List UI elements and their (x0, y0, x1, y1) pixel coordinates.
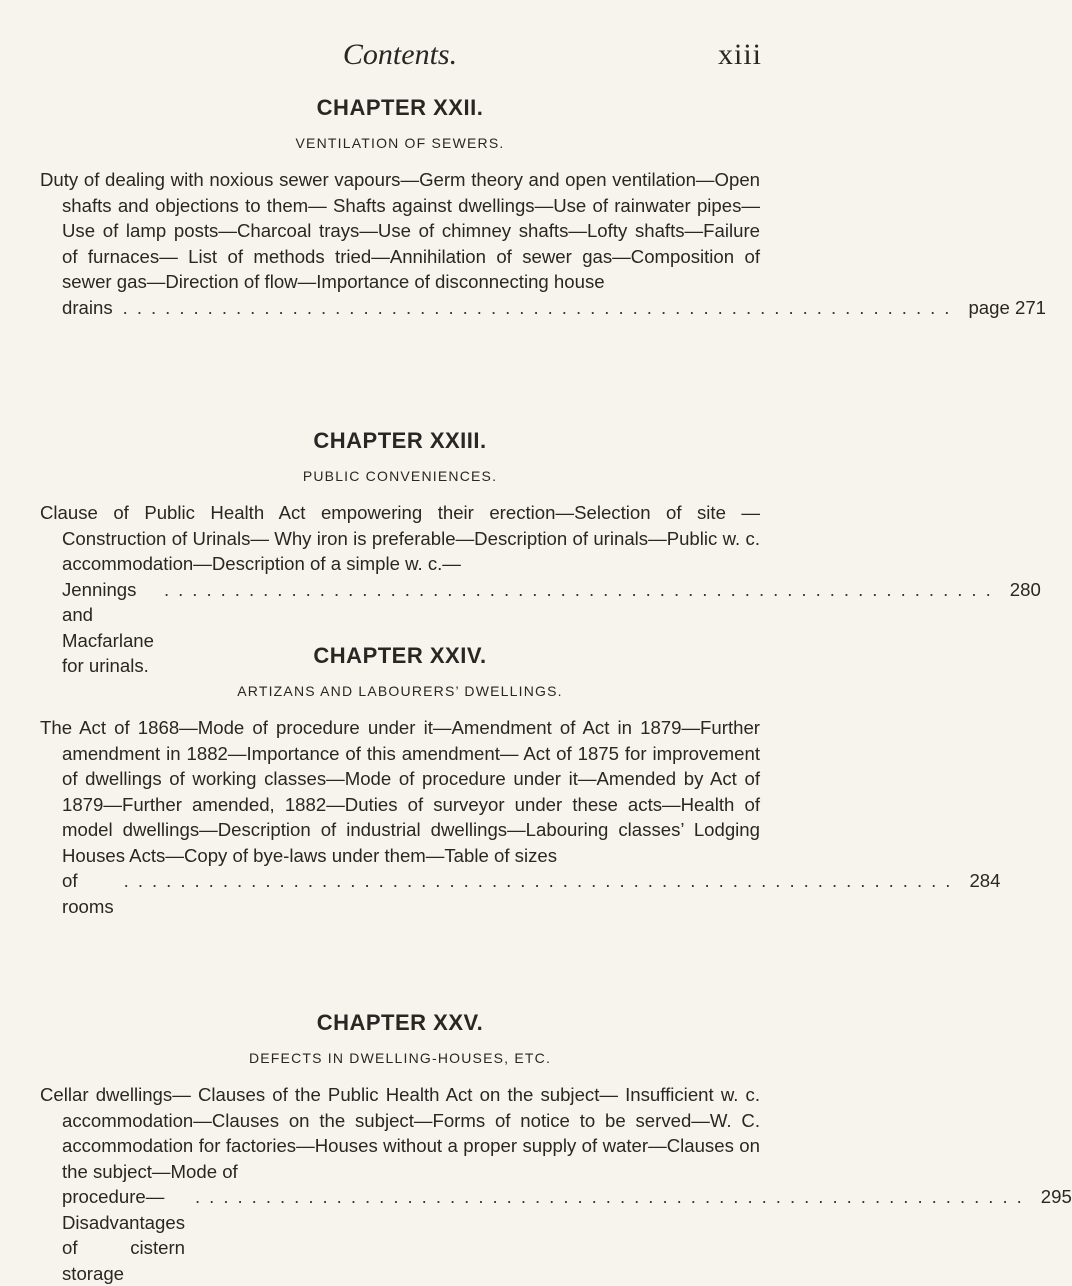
dot-leader: ........................................................... (195, 1186, 1031, 1207)
chapter-synopsis (0, 167, 1047, 320)
page-reference: page 271 (968, 296, 1047, 318)
page-reference: 280 (1009, 578, 1041, 600)
synopsis-text: Duty of dealing with noxious sewer vapours—Germ theory and open ventilation—Open shafts and objections to them— Shafts against dwellings—Use of rainwater pipes—Use of lamp posts—Charcoal trays—Use of chimney shafts—Lofty shafts—Failure of furnaces— List of methods tried—Annihilation of sewer gas—Composition of sewer gas—Direction of flow—Importance of disconnecting house (40, 169, 760, 292)
synopsis-text: The Act of 1868—Mode of procedure under it—Amendment of Act in 1879—Further amendment in 1882—Importance of this amendment— Act of 1875 for improvement of dwellings of working classes—Mode of procedure under it—Amended by Act of 1879—Further amended, 1882—Duties of surveyor under these acts—Health of model dwellings—Description of industrial dwellings—Labouring classes’ Lodging Houses Acts—Copy of bye-laws under them—Table of sizes (40, 717, 760, 866)
dot-leader: ........................................................... (123, 870, 960, 891)
dot-leader: ........................................................... (163, 578, 1000, 600)
chapter-xxiv (0, 643, 1001, 919)
chapter-title: CHAPTER XXIV. (313, 643, 487, 668)
synopsis-last-line (62, 868, 1001, 919)
synopsis-last-text: Jennings and Macfarlane for urinals. (62, 578, 154, 676)
page-reference: 295 (1040, 1186, 1072, 1207)
page-reference: 284 (969, 870, 1001, 891)
chapter-title: CHAPTER XXII. (316, 95, 484, 120)
page-number: xiii (717, 38, 762, 71)
running-head (0, 38, 800, 78)
synopsis-last-line (62, 1184, 1072, 1286)
synopsis-text: Cellar dwellings— Clauses of the Public Health Act on the subject— Insufficient w. c. accommodation—Clauses on the subject—Forms of notice to be served—W. C. accommodation for factories—Houses without a proper supply of water—Clauses on the subject—Mode of (40, 1084, 760, 1182)
chapter-subtitle: DEFECTS IN DWELLING-HOUSES, ETC. (248, 1050, 552, 1066)
chapter-xxii (0, 95, 1047, 320)
chapter-subtitle: VENTILATION OF SEWERS. (295, 135, 505, 151)
chapter-xxiii (0, 428, 1041, 679)
synopsis-last-line (62, 295, 1047, 321)
synopsis-text: Clause of Public Health Act empowering their erection—Selection of site —Construction of Urinals— Why iron is preferable—Description of urinals—Public w. c. accommodation—Description of a simple w. c.— (40, 502, 760, 574)
synopsis-last-text: of rooms (62, 870, 114, 917)
synopsis-last-text: procedure—Disadvantages of cistern storage (62, 1186, 186, 1284)
chapter-synopsis (0, 1082, 1072, 1286)
synopsis-last-text: drains (62, 296, 113, 318)
chapter-subtitle: ARTIZANS AND LABOURERS’ DWELLINGS. (237, 683, 563, 699)
running-head-title: Contents. (342, 38, 458, 71)
chapter-title: CHAPTER XXV. (316, 1010, 484, 1035)
dot-leader: ........................................................... (122, 296, 959, 318)
chapter-xxv (0, 1010, 1072, 1286)
chapter-synopsis (0, 715, 1001, 919)
chapter-subtitle: PUBLIC CONVENIENCES. (302, 468, 498, 484)
chapter-title: CHAPTER XXIII. (313, 428, 487, 453)
